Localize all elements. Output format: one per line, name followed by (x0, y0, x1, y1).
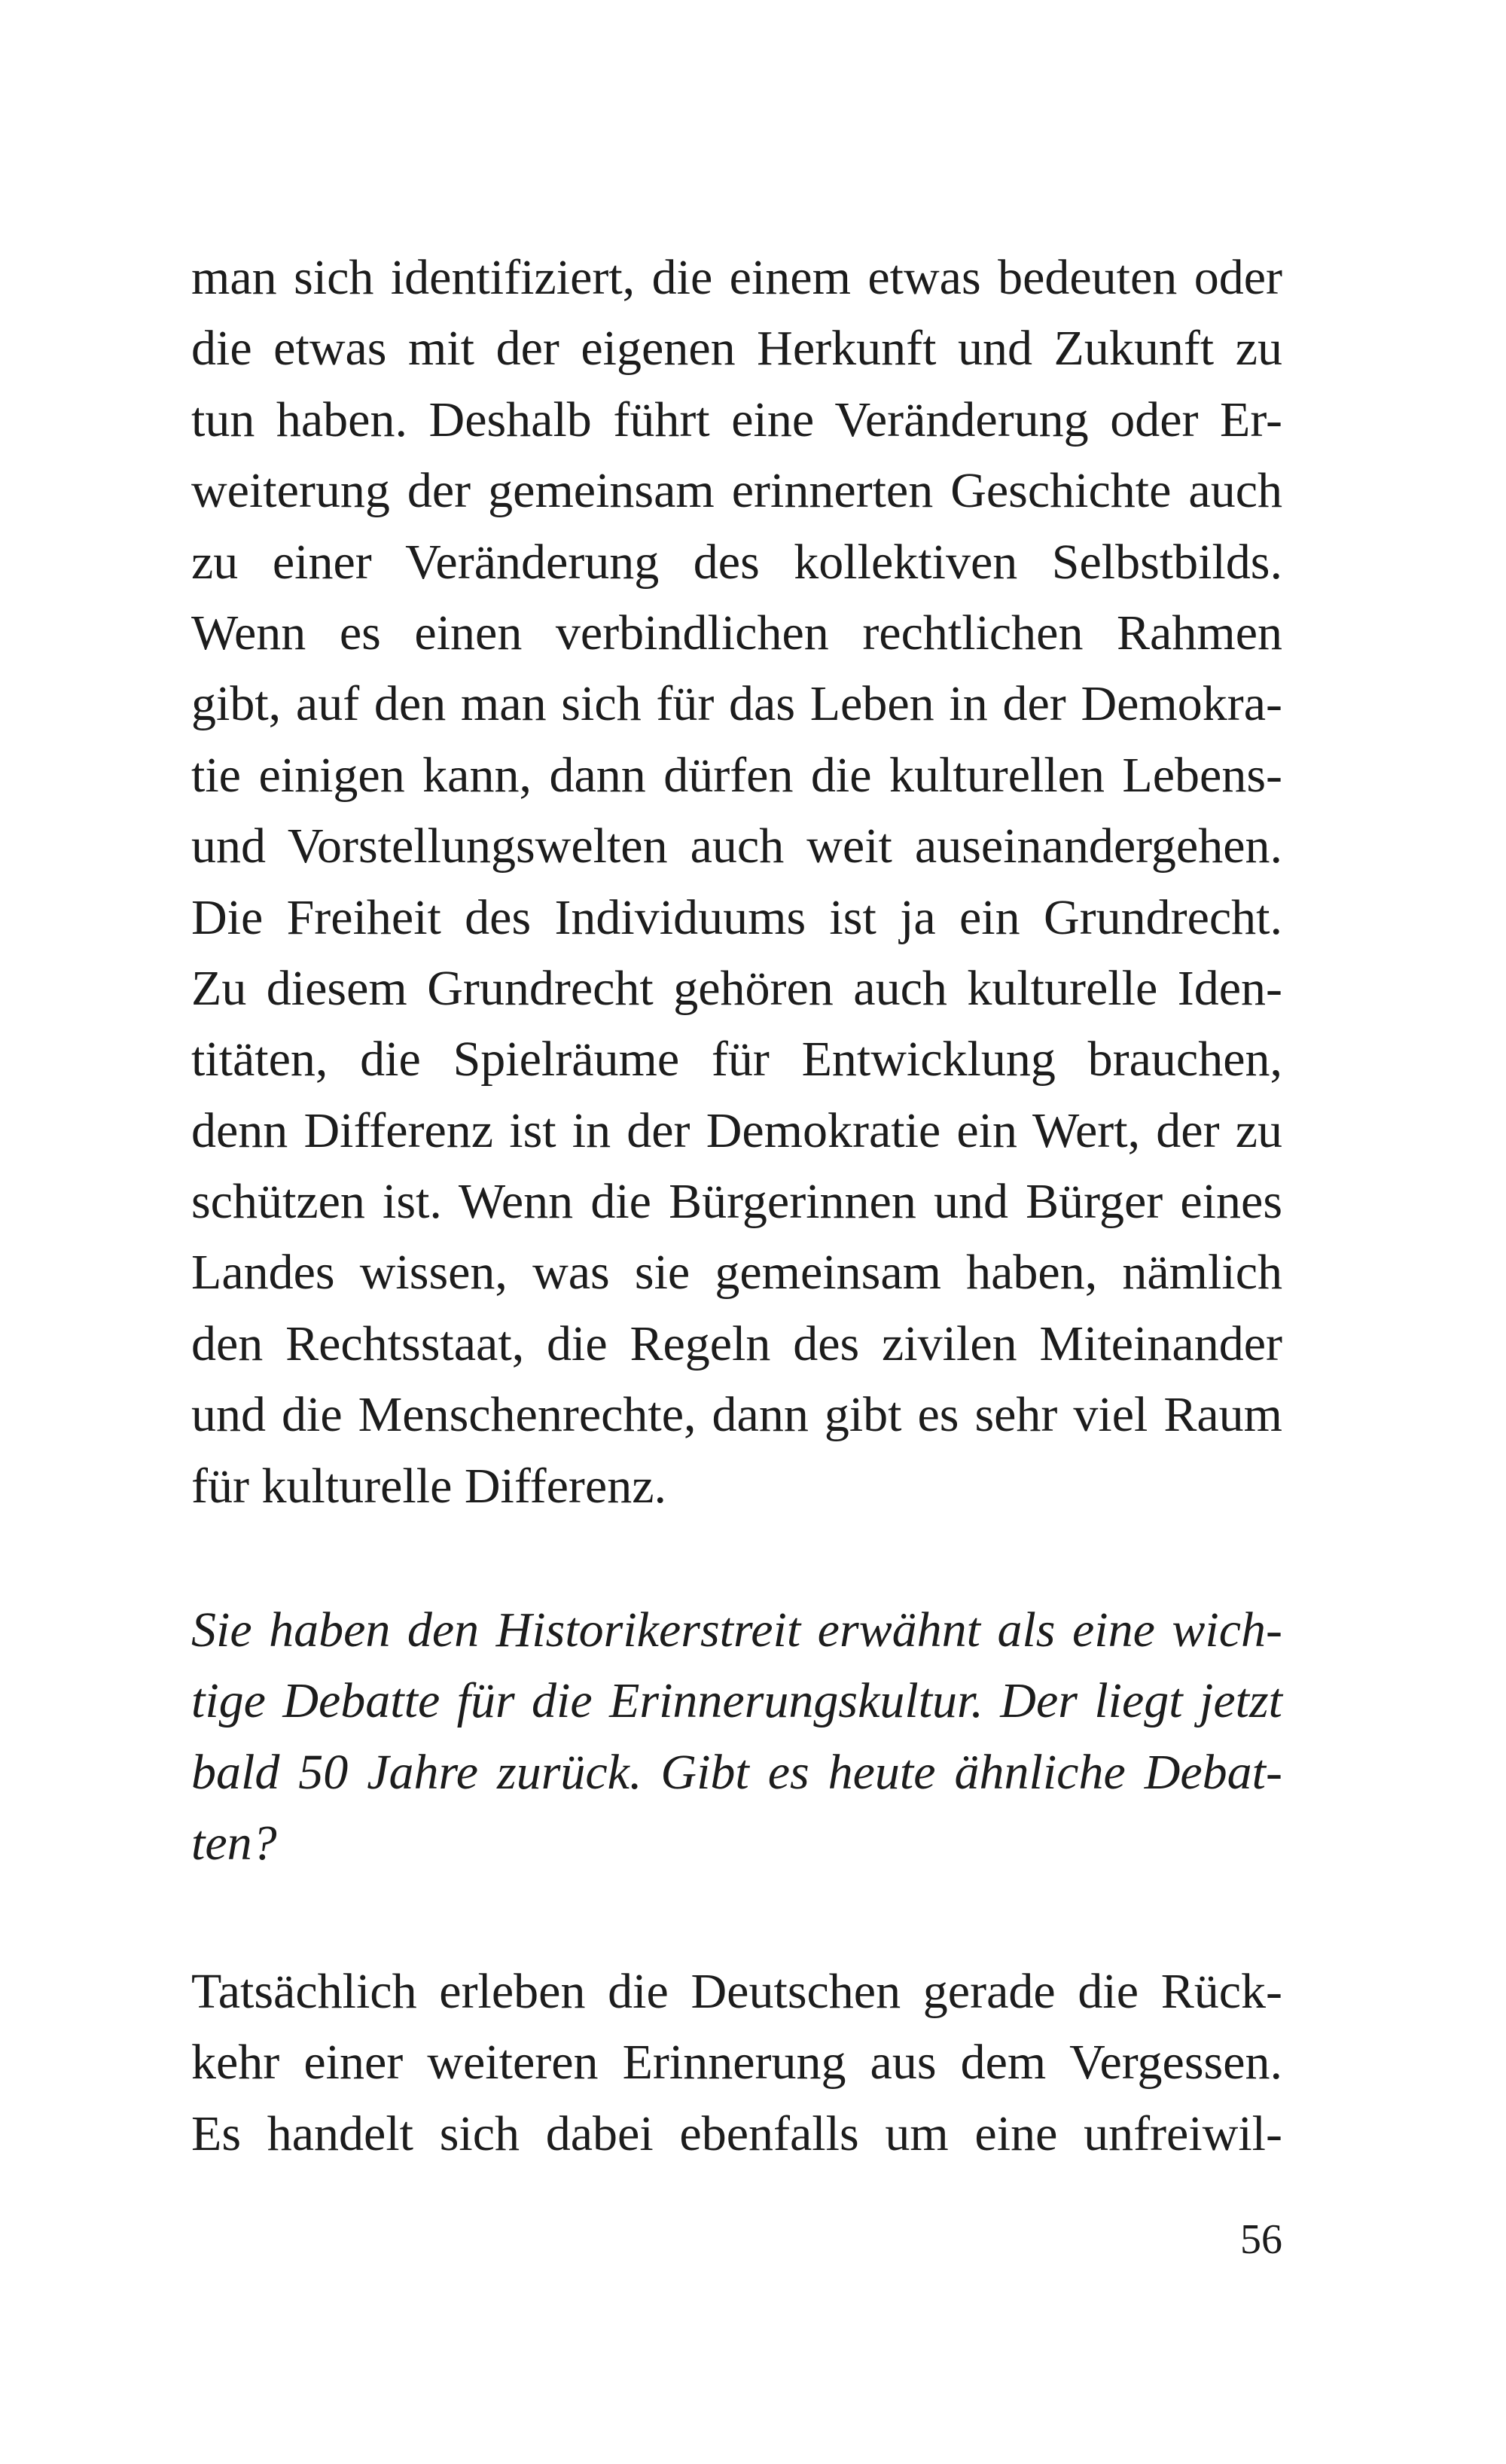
text-line: Die Freiheit des Individuums ist ja ein Grundrecht. (191, 889, 1282, 945)
question-line: ten? (191, 1816, 277, 1871)
page-number: 56 (1240, 2216, 1282, 2263)
interview-question (191, 1595, 1282, 1880)
question-line: Sie haben den Historikerstreit erwähnt als eine wich- (191, 1603, 1282, 1657)
text-line: Wenn es einen verbindlichen rechtlichen Rahmen (191, 605, 1282, 660)
answer-paragraph-continued (191, 1956, 1282, 2170)
text-line: man sich identifiziert, die einem etwas bedeuten oder (191, 250, 1282, 305)
text-line: den Rechtsstaat, die Regeln des zivilen Miteinander (191, 1316, 1282, 1371)
answer-paragraph (191, 242, 1282, 1522)
text-line: und Vorstellungswelten auch weit auseinandergehen. (191, 819, 1282, 874)
text-line: Es handelt sich dabei ebenfalls um eine unfreiwil- (191, 2106, 1282, 2161)
text-line: Landes wissen, was sie gemeinsam haben, nämlich (191, 1245, 1282, 1301)
question-line: tige Debatte für die Erinnerungskultur. Der liegt jetzt (191, 1673, 1282, 1729)
text-line: weiterung der gemeinsam erinnerten Geschichte auch (191, 463, 1282, 519)
text-line: die etwas mit der eigenen Herkunft und Zukunft zu (191, 321, 1282, 377)
text-line: titäten, die Spielräume für Entwicklung brauchen, (191, 1032, 1282, 1087)
question-line: bald 50 Jahre zurück. Gibt es heute ähnliche Debat- (191, 1744, 1282, 1800)
text-line: tun haben. Deshalb führt eine Veränderung oder Er- (191, 392, 1282, 447)
text-line: zu einer Veränderung des kollektiven Selbstbilds. (191, 534, 1282, 590)
text-line: Zu diesem Grundrecht gehören auch kulturelle Iden- (191, 960, 1282, 1016)
text-line: denn Differenz ist in der Demokratie ein Wert, der zu (191, 1102, 1282, 1158)
text-line: und die Menschenrechte, dann gibt es sehr viel Raum (191, 1387, 1282, 1443)
text-line: Tatsächlich erleben die Deutschen gerade die Rück- (191, 1964, 1282, 2019)
text-line: tie einigen kann, dann dürfen die kulturellen Lebens- (191, 747, 1282, 803)
text-line: gibt, auf den man sich für das Leben in der Demokra- (191, 676, 1282, 732)
text-line: kehr einer weiteren Erinnerung aus dem Vergessen. (191, 2035, 1282, 2090)
text-line: für kulturelle Differenz. (191, 1458, 666, 1514)
text-line: schützen ist. Wenn die Bürgerinnen und Bürger eines (191, 1174, 1282, 1230)
